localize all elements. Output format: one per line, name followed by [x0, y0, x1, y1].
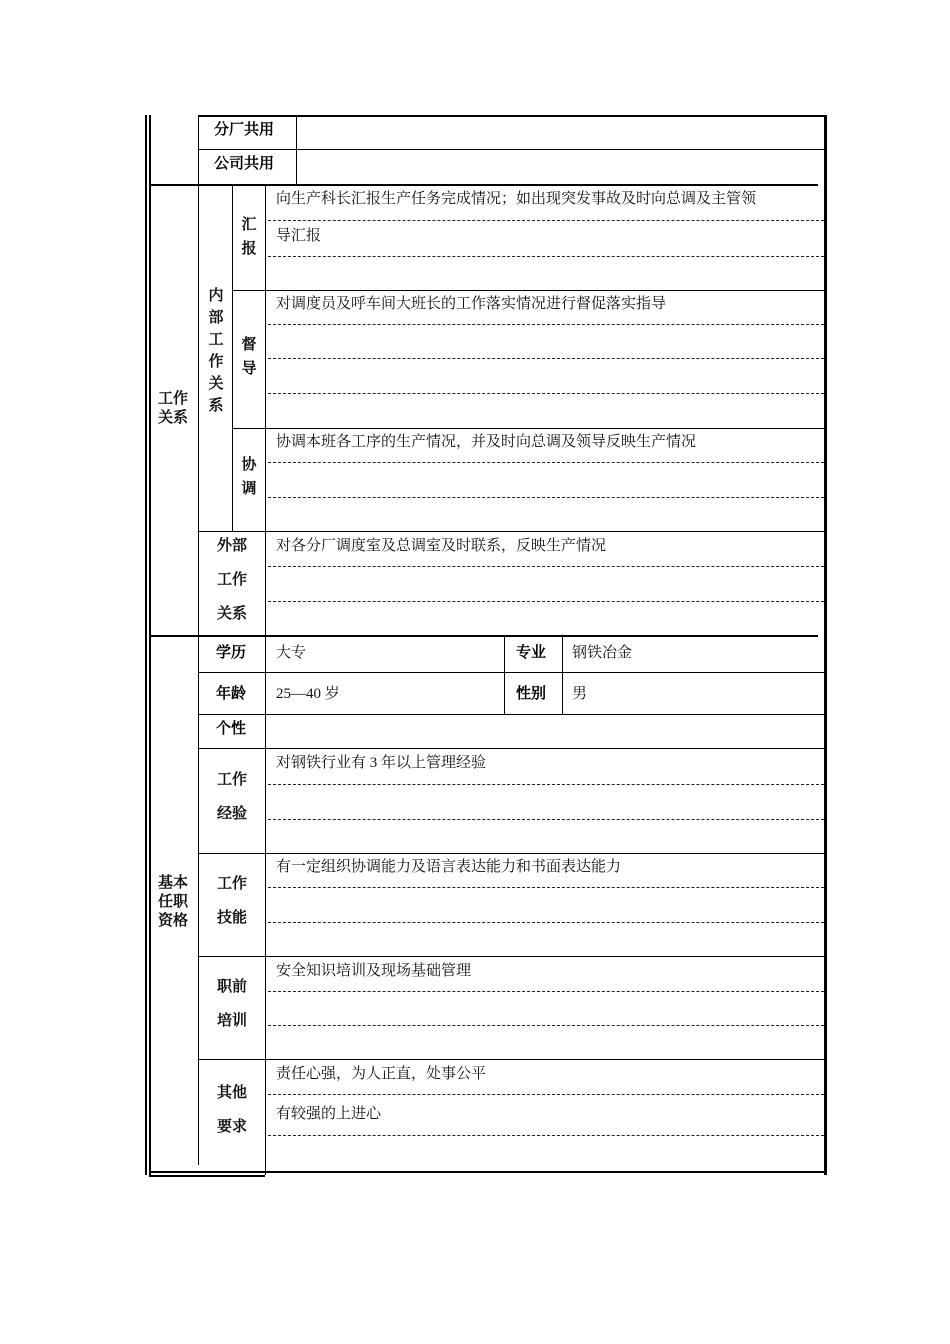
- age-value: 25—40 岁: [276, 686, 340, 702]
- other-requirements-label: 其他 要求: [216, 1083, 247, 1135]
- skills-text: 有一定组织协调能力及语言表达能力和书面表达能力: [276, 859, 622, 875]
- dash-line: [268, 991, 824, 992]
- dash-line: [268, 1025, 824, 1026]
- col-sep-major-value: [562, 636, 563, 715]
- table-right-border: [824, 115, 827, 1175]
- col-sep-major: [504, 636, 505, 715]
- report-label: 汇 报: [241, 215, 257, 257]
- table-top-border: [198, 115, 827, 117]
- training-text: 安全知识培训及现场基础管理: [276, 963, 472, 979]
- dash-line: [268, 220, 824, 221]
- coordinate-text: 协调本班各工序的生产情况，并及时向总调及领导反映生产情况: [276, 434, 697, 450]
- row-sep-experience: [198, 748, 824, 749]
- row-sep-report: [232, 290, 824, 291]
- branch-shared-label: 分厂共用: [214, 120, 275, 138]
- dash-line: [268, 497, 824, 498]
- personality-label: 个性: [216, 719, 247, 737]
- gender-label: 性别: [516, 684, 547, 702]
- dash-line: [268, 324, 824, 325]
- row-sep-coordinate: [198, 531, 824, 532]
- dash-line: [268, 566, 824, 567]
- dash-line: [268, 601, 824, 602]
- table-left-border-inner: [149, 115, 151, 1175]
- supervise-text: 对调度员及呼车间大班长的工作落实情况进行督促落实指导: [276, 296, 667, 312]
- skills-label: 工作 技能: [216, 874, 247, 926]
- training-label: 职前 培训: [216, 977, 247, 1029]
- row-sep-skills: [198, 853, 824, 854]
- row-sep-shared: [198, 149, 824, 150]
- education-label: 学历: [216, 643, 247, 661]
- dash-line: [268, 1094, 824, 1095]
- dash-line: [268, 819, 824, 820]
- dash-line: [268, 887, 824, 888]
- col-sep-internal: [232, 185, 233, 531]
- row-sep-supervise: [232, 428, 824, 429]
- experience-text: 对钢铁行业有 3 年以上管理经验: [276, 755, 487, 771]
- supervise-label: 督 导: [241, 335, 257, 377]
- coordinate-label: 协 调: [241, 455, 257, 497]
- row-sep-age: [198, 672, 824, 673]
- dash-line: [268, 358, 824, 359]
- row-sep-other: [198, 1059, 824, 1060]
- company-shared-label: 公司共用: [214, 154, 275, 172]
- dash-line: [268, 784, 824, 785]
- dash-line: [268, 256, 824, 257]
- report-text-2: 导汇报: [276, 228, 322, 244]
- other-text-1: 责任心强，为人正直，处事公平: [276, 1066, 487, 1082]
- section-sep-qualifications: [151, 635, 818, 637]
- other-text-2: 有较强的上进心: [276, 1106, 382, 1122]
- col-sep-sub: [265, 185, 266, 1175]
- internal-relations-label: 内 部 工 作 关 系: [208, 286, 224, 414]
- dash-line: [268, 1135, 824, 1136]
- external-relations-label: 外部 工作 关系: [216, 536, 247, 622]
- report-text-1: 向生产科长汇报生产任务完成情况；如出现突发事故及时向总调及主管领: [276, 191, 757, 207]
- dash-line: [268, 462, 824, 463]
- row-sep-personality: [198, 714, 824, 715]
- table-left-border: [145, 115, 147, 1175]
- row-sep-training: [198, 956, 824, 957]
- col-sep-shared: [296, 115, 297, 185]
- experience-label: 工作 经验: [216, 770, 247, 822]
- dash-line: [268, 393, 824, 394]
- gender-value: 男: [572, 686, 588, 702]
- major-value: 钢铁冶金: [572, 645, 633, 661]
- external-text: 对各分厂调度室及总调室及时联系，反映生产情况: [276, 538, 607, 554]
- table-bottom-border-left: [149, 1175, 265, 1177]
- work-relations-label: 工作 关系: [157, 389, 188, 426]
- major-label: 专业: [516, 643, 547, 661]
- table-bottom-border: [149, 1171, 827, 1173]
- education-value: 大专: [276, 645, 307, 661]
- qualifications-label: 基本 任职 资格: [157, 873, 188, 929]
- age-label: 年龄: [216, 684, 247, 702]
- section-sep-work: [151, 184, 818, 186]
- dash-line: [268, 922, 824, 923]
